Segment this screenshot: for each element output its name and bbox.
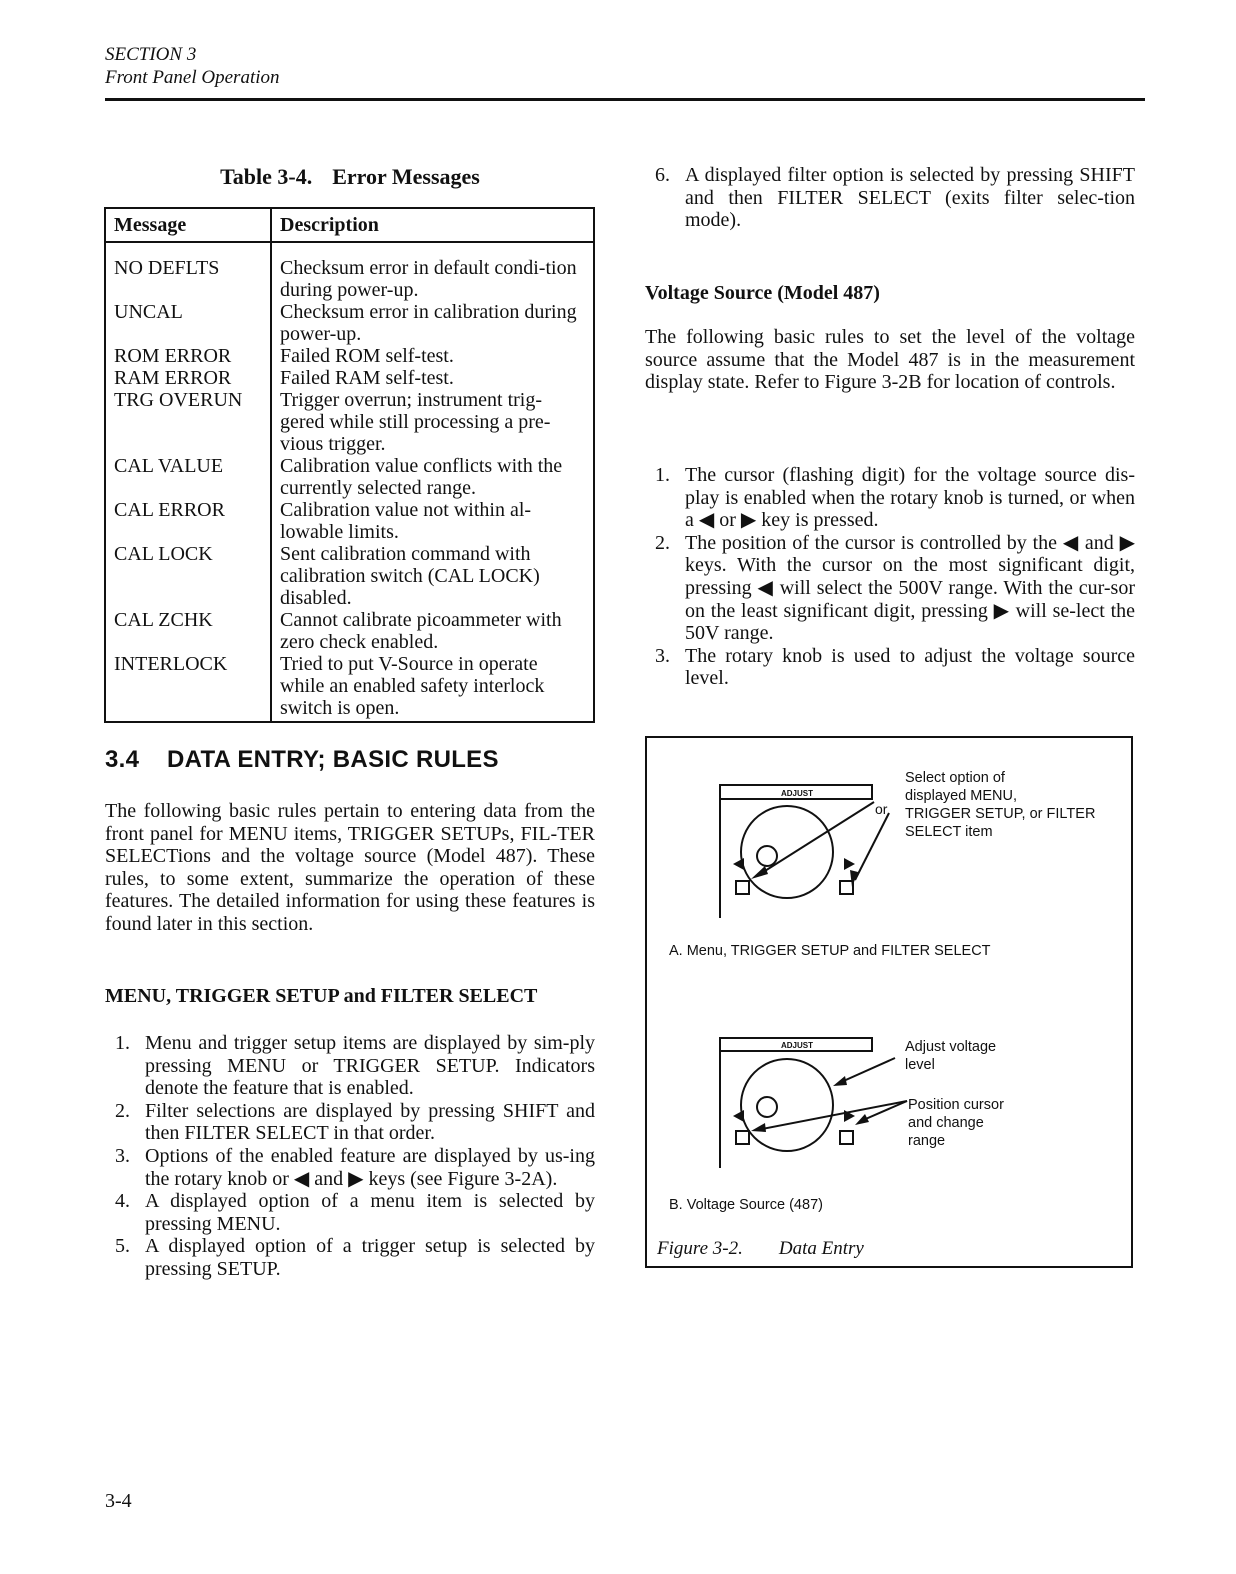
list-item-text: A displayed option of a trigger setup is selected by pressing SETUP. — [145, 1235, 595, 1280]
column-header-message: Message — [105, 208, 271, 242]
list-item-number: 3. — [115, 1144, 130, 1167]
pointer-arrow-icon-b3 — [855, 1114, 869, 1125]
error-message-cell: TRG OVERUN — [105, 389, 271, 455]
section-number: 3.4 — [105, 746, 140, 773]
column-header-description: Description — [271, 208, 594, 242]
left-key-b — [736, 1131, 749, 1144]
table-number: Table 3-4. — [220, 164, 313, 189]
table-row — [105, 367, 594, 389]
list-item — [645, 645, 1135, 690]
list-item-number: 6. — [655, 164, 670, 186]
header-rule — [105, 98, 1145, 101]
list-item-text: The rotary knob is used to adjust the voltage source level. — [685, 644, 1135, 690]
error-description-cell: Cannot calibrate picoammeter with zero check enabled. — [280, 609, 562, 653]
error-description-cell: Calibration value not within al-lowable limits. — [280, 499, 532, 543]
pointer-arrow-icon-b1 — [833, 1076, 847, 1086]
section-subtitle: Front Panel Operation — [105, 67, 280, 88]
panel-a-caption: A. Menu, TRIGGER SETUP and FILTER SELECT — [669, 943, 991, 959]
panel-b-annotation-cursor: Position cursor and change range — [908, 1097, 1004, 1149]
voltage-rules-list — [645, 464, 1135, 690]
list-item-text: The cursor (flashing digit) for the voltage source dis-play is enabled when the rotary knob is turned, or when a ◀ or ▶ key is pressed. — [685, 464, 1135, 532]
section-heading — [105, 746, 499, 774]
menu-rules-list-continued — [645, 164, 1135, 232]
pointer-arrow-icon-a — [751, 866, 768, 879]
error-message-cell: ROM ERROR — [105, 345, 271, 367]
error-description-cell: Failed RAM self-test. — [280, 367, 454, 389]
list-item-text: Menu and trigger setup items are displayed by sim-ply pressing MENU or TRIGGER SETUP. Indicators denote the feature that is enabled. — [145, 1032, 595, 1100]
menu-rules-heading: MENU, TRIGGER SETUP and FILTER SELECT — [105, 985, 538, 1007]
table-row — [105, 455, 594, 499]
panel-b-arrows — [733, 1076, 869, 1132]
left-arrow-icon-a — [733, 858, 744, 870]
panel-a-annotation: Select option of displayed MENU, TRIGGER SETUP, or FILTER SELECT item — [905, 770, 1096, 840]
list-item-number: 2. — [655, 531, 670, 554]
error-description-cell: Checksum error in default condi-tion during power-up. — [280, 257, 577, 301]
table-row — [105, 242, 594, 301]
error-description-cell: Failed ROM self-test. — [280, 345, 454, 367]
table-row — [105, 389, 594, 455]
knob-indent-b — [757, 1097, 777, 1117]
menu-rules-list — [105, 1032, 595, 1281]
list-item — [105, 1032, 595, 1100]
error-messages-table — [104, 207, 595, 723]
left-key-a — [736, 881, 749, 894]
right-key-b — [840, 1131, 853, 1144]
error-message-cell: INTERLOCK — [105, 653, 271, 722]
list-item — [645, 164, 1135, 232]
knob-indent-a — [757, 846, 777, 866]
left-arrow-icon-b — [733, 1110, 744, 1122]
table-body — [105, 242, 594, 722]
voltage-source-intro: The following basic rules to set the level of the voltage source assume that the Model 487 is in the measurement display state. Refer to Figure 3-2B for location of controls. — [645, 326, 1135, 394]
panel-b-annotation-adjust: Adjust voltage level — [905, 1039, 997, 1073]
error-message-cell: NO DEFLTS — [105, 242, 271, 301]
figure-title: Data Entry — [778, 1238, 864, 1259]
table-row — [105, 543, 594, 609]
voltage-source-heading: Voltage Source (Model 487) — [645, 282, 880, 304]
section-intro: The following basic rules pertain to entering data from the front panel for MENU items, TRIGGER SETUPs, FIL-TER SELECTions and the voltage source (Model 487). These rules, to some extent, summarize the operation of these features. The detailed information for using these features is found later in this section. — [105, 800, 595, 935]
panel-b-diagram — [720, 1038, 907, 1168]
figure-caption — [657, 1238, 864, 1260]
list-item — [105, 1100, 595, 1145]
table-row — [105, 609, 594, 653]
table-row — [105, 345, 594, 367]
table-row — [105, 499, 594, 543]
error-description-cell: Calibration value conflicts with the currently selected range. — [280, 455, 563, 499]
list-item-number: 1. — [655, 464, 670, 486]
error-message-cell: CAL ERROR — [105, 499, 271, 543]
panel-a-diagram — [720, 785, 889, 918]
adjust-label-b: ADJUST — [780, 1041, 814, 1050]
error-message-cell: CAL ZCHK — [105, 609, 271, 653]
error-description-cell: Tried to put V-Source in operate while an enabled safety interlock switch is open. — [280, 653, 545, 719]
list-item-text: A displayed option of a menu item is selected by pressing MENU. — [145, 1190, 595, 1235]
error-message-cell: RAM ERROR — [105, 367, 271, 389]
adjust-label-a: ADJUST — [780, 789, 814, 798]
section-label: SECTION 3 — [105, 44, 197, 65]
or-label: or — [875, 801, 888, 817]
panel-b-caption: B. Voltage Source (487) — [669, 1197, 823, 1213]
rotary-knob-a — [741, 806, 833, 898]
table-caption: Error Messages — [332, 164, 480, 189]
list-item-text: The position of the cursor is controlled by the ◀ and ▶ keys. With the cursor on the most significant digit, pressing ◀ will select the 500V range. With the cur-sor on the least significant digit, pressing ▶ will se-lect the 50V range. — [685, 531, 1135, 645]
list-item — [105, 1190, 595, 1235]
error-message-cell: UNCAL — [105, 301, 271, 345]
list-item — [645, 464, 1135, 532]
error-description-cell: Sent calibration command with calibration switch (CAL LOCK) disabled. — [280, 543, 540, 609]
list-item-number: 1. — [115, 1032, 130, 1054]
section-title: DATA ENTRY; BASIC RULES — [167, 746, 499, 773]
table-row — [105, 653, 594, 722]
list-item-text: Filter selections are displayed by pressing SHIFT and then FILTER SELECT in that order. — [145, 1099, 595, 1145]
figure-number: Figure 3-2. — [657, 1238, 743, 1259]
pointer-arrow-icon-b2 — [751, 1123, 766, 1132]
list-item — [105, 1235, 595, 1280]
list-item-text: A displayed filter option is selected by pressing SHIFT and then FILTER SELECT (exits filter selec-tion mode). — [685, 164, 1135, 232]
list-item-number: 5. — [115, 1235, 130, 1258]
list-item — [105, 1145, 595, 1190]
list-item-number: 4. — [115, 1190, 130, 1213]
right-key-a — [840, 881, 853, 894]
error-message-cell: CAL LOCK — [105, 543, 271, 609]
page-number: 3-4 — [105, 1490, 132, 1512]
error-description-cell: Checksum error in calibration during power-up. — [280, 301, 577, 345]
error-message-cell: CAL VALUE — [105, 455, 271, 499]
right-arrow-icon-a — [844, 858, 855, 870]
list-item-number: 2. — [115, 1099, 130, 1122]
table-title — [105, 164, 595, 190]
list-item-text: Options of the enabled feature are displayed by us-ing the rotary knob or ◀ and ▶ keys (see Figure 3-2A). — [145, 1144, 595, 1190]
table-row — [105, 301, 594, 345]
figure-data-entry — [645, 736, 1133, 1268]
error-description-cell: Trigger overrun; instrument trig-gered while still processing a pre-vious trigger. — [280, 389, 551, 455]
list-item-number: 3. — [655, 644, 670, 667]
page-header — [105, 44, 1145, 90]
rotary-knob-b — [741, 1059, 833, 1151]
list-item — [645, 532, 1135, 645]
